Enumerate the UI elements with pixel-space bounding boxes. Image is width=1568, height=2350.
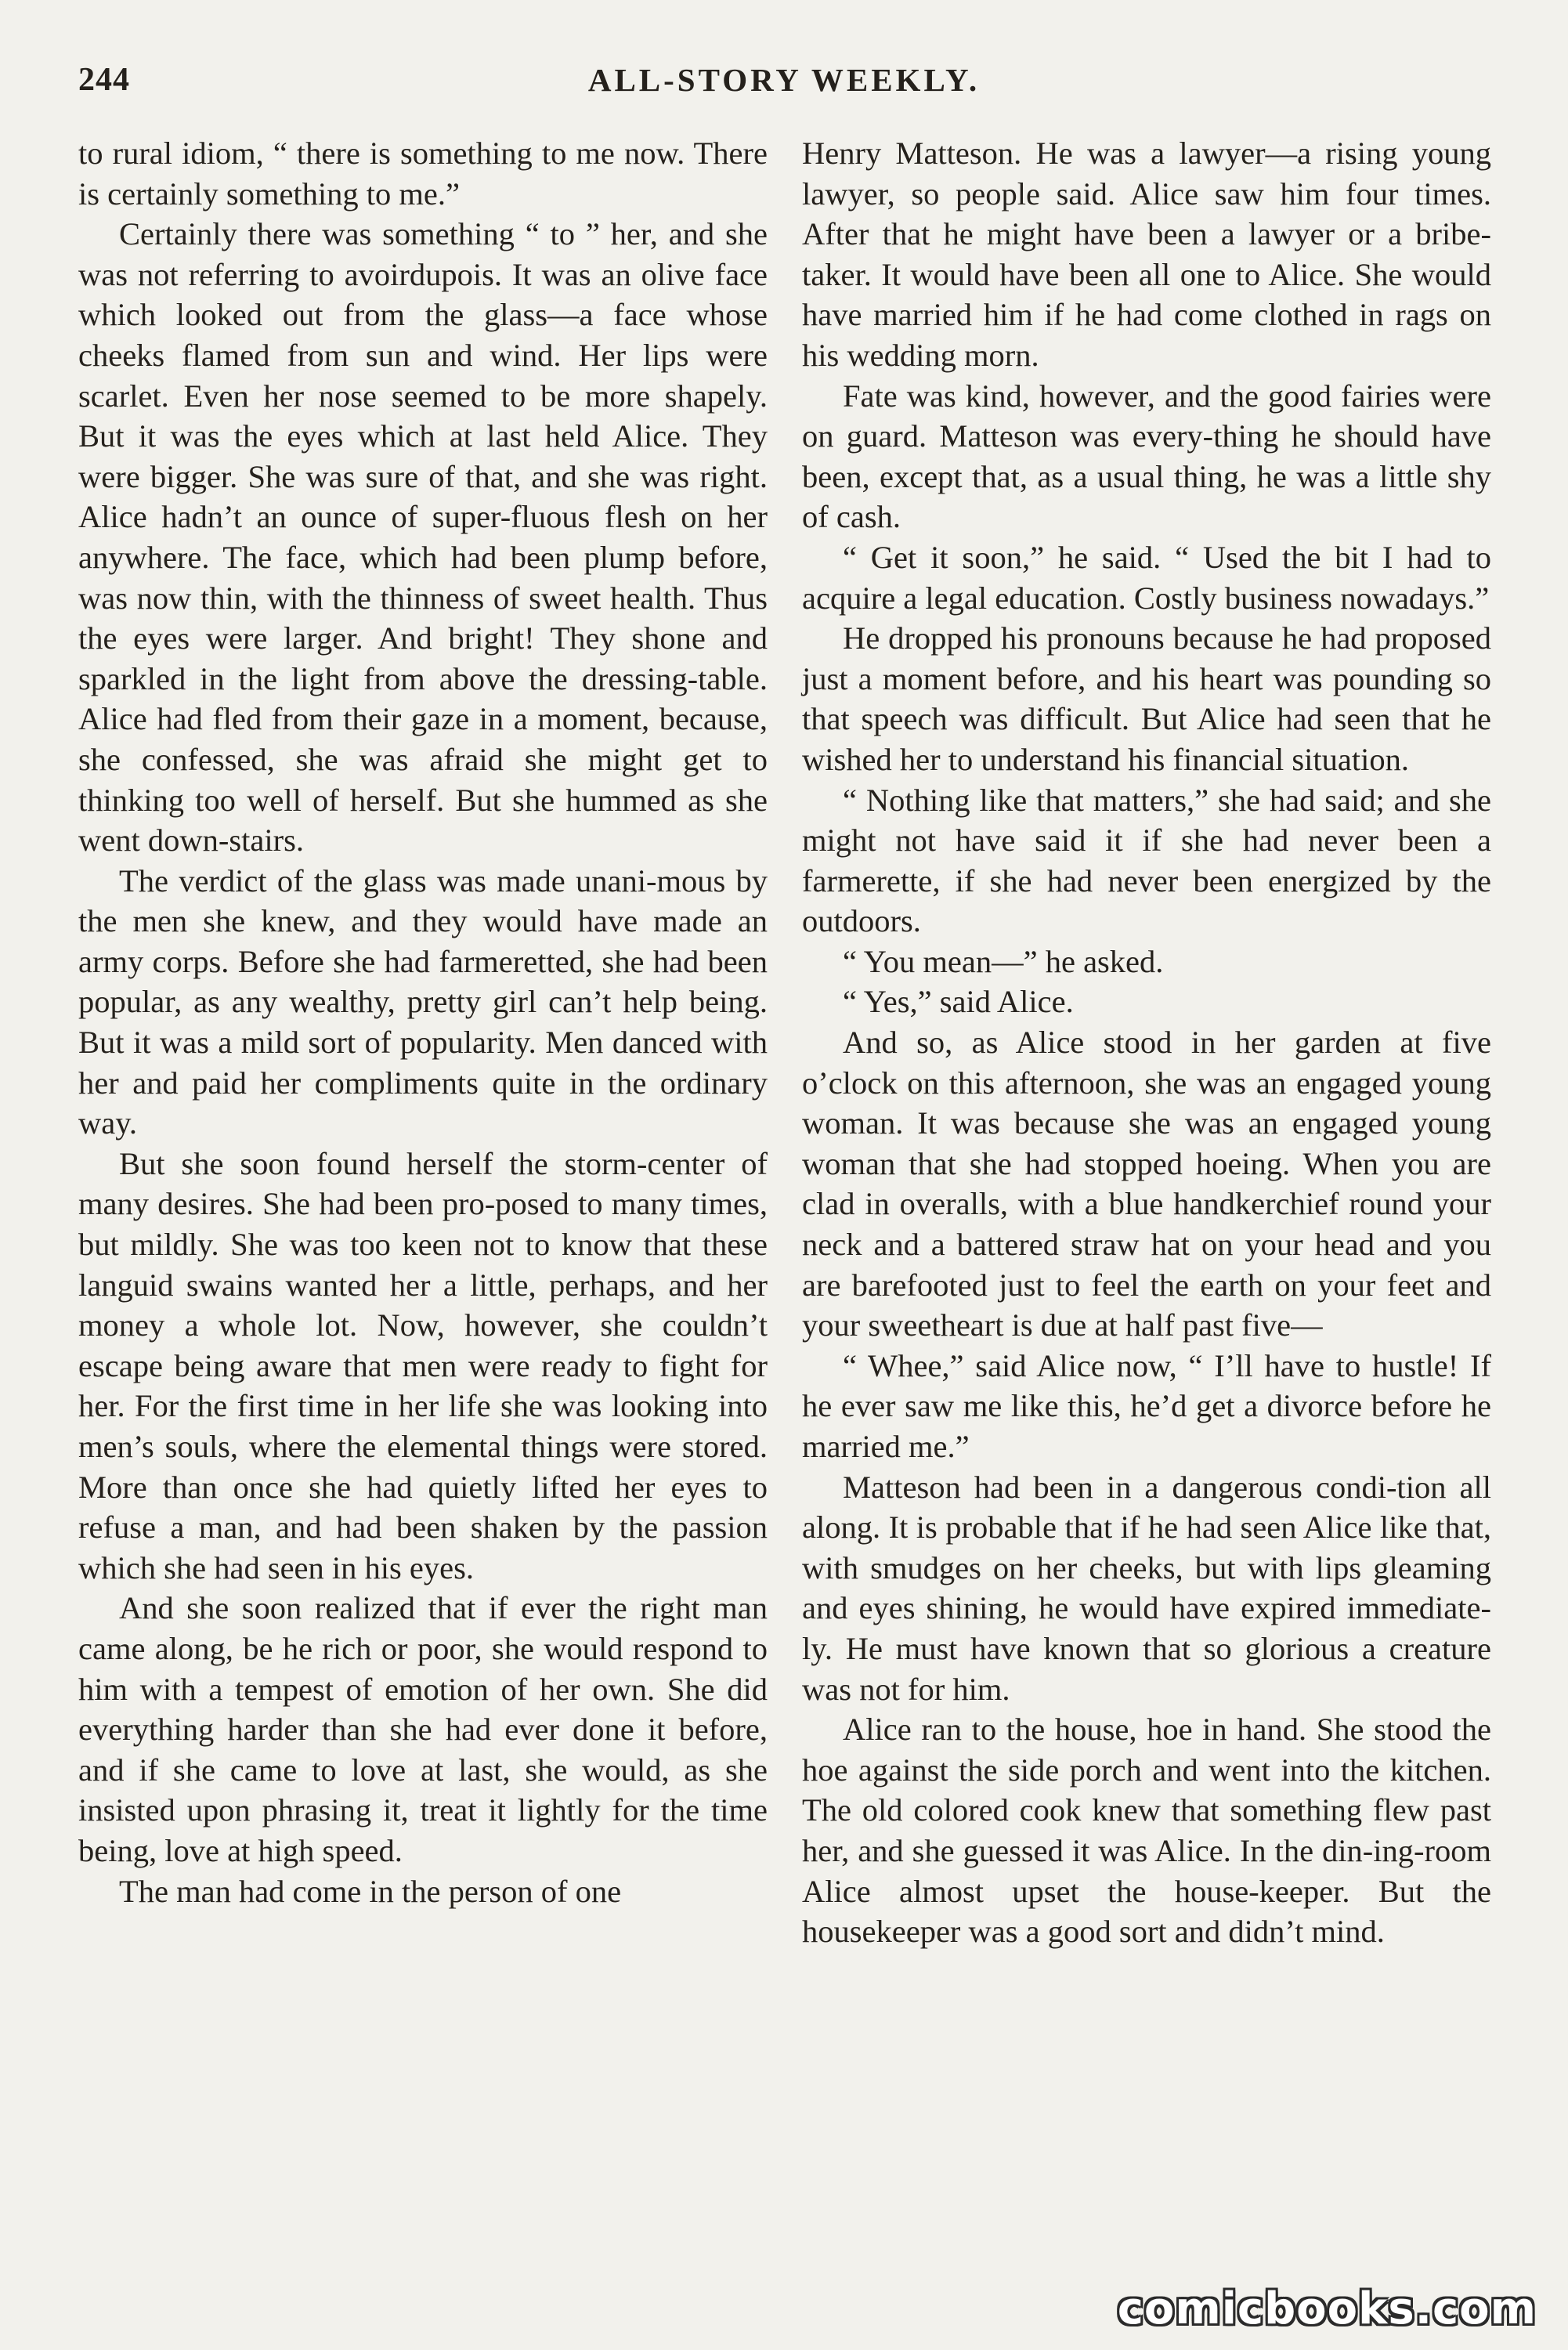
paragraph: Certainly there was something “ to ” her, and she was not referring to avoirdupois. It was an olive face which looked out from the glass—a face whose cheeks flamed from sun and wind. Her lips were scarlet. Even her nose seemed to be more shapely. But it was the eyes which at last held Alice. They were bigger. She was sure of that, and she was right. Alice hadn’t an ounce of super-fluous flesh on her anywhere. The face, which had been plump before, was now thin, with the thinness of sweet health. Thus the eyes were larger. And bright! They shone and sparkled in the light from above the dressing-table. Alice had fled from their gaze in a moment, because, she confessed, she was afraid she might get to thinking too well of herself. But she hummed as she went down-stairs. (78, 216, 768, 859)
paragraph: The verdict of the glass was made unani-mous by the men she knew, and they would have made an army corps. Before she had farmeretted, she had been popular, as any wealthy, pretty girl can’t help being. But it was a mild sort of popularity. Men danced with her and paid her compliments quite in the ordinary way. (78, 862, 768, 1141)
page-header (78, 61, 1490, 108)
paragraph: But she soon found herself the storm-center of many desires. She had been pro-posed to many times, but mildly. She was too keen not to know that these languid swains wanted her a little, perhaps, and her money a whole lot. Now, however, she couldn’t escape being aware that men were ready to fight for her. For the first time in her life she was looking into men’s souls, where the elemental things were stored. More than once she had quietly lifted her eyes to refuse a man, and had been shaken by the passion which she had seen in his eyes. (78, 1145, 768, 1585)
paragraph: And she soon realized that if ever the right man came along, be he rich or poor, she would respond to him with a tempest of emotion of her own. She did everything harder than she had ever done it before, and if she came to love at last, she would, as she insisted upon phrasing it, treat it lightly for the time being, love at high speed. (78, 1590, 768, 1868)
paragraph: Fate was kind, however, and the good fairies were on guard. Matteson was every-thing he should have been, except that, as a usual thing, he was a little shy of cash. (802, 378, 1491, 535)
page-number: 244 (78, 62, 130, 98)
paragraph: He dropped his pronouns because he had proposed just a moment before, and his heart was pounding so that speech was difficult. But Alice had seen that he wished her to understand his financial situation. (802, 620, 1491, 777)
paragraph: Alice ran to the house, hoe in hand. She stood the hoe against the side porch and went into the kitchen. The old colored cook knew that something flew past her, and she guessed it was Alice. In the din-ing-room Alice almost upset the house-keeper. But the housekeeper was a good sort and didn’t mind. (802, 1712, 1491, 1950)
paragraph: Henry Matteson. He was a lawyer—a rising young lawyer, so people said. Alice saw him four times. After that he might have been a lawyer or a bribe-taker. It would have been all one to Alice. She would have married him if he had come clothed in rags on his wedding morn. (802, 136, 1491, 373)
paragraph: “ Nothing like that matters,” she had said; and she might not have said it if she had never been a farmerette, if she had never been energized by the outdoors. (802, 782, 1491, 939)
left-column (78, 133, 768, 1911)
paragraph: to rural idiom, “ there is something to me now. There is certainly something to me.” (78, 136, 768, 212)
right-column (802, 133, 1491, 1952)
paragraph: “ Yes,” said Alice. (843, 984, 1074, 1020)
paragraph: “ Get it soon,” he said. “ Used the bit I had to acquire a legal education. Costly business nowadays.” (802, 539, 1491, 616)
paragraph: Matteson had been in a dangerous condi-tion all along. It is probable that if he had seen Alice like that, with smudges on her cheeks, but with lips gleaming and eyes shining, he would have expired immediate-ly. He must have known that so glorious a creature was not for him. (802, 1469, 1491, 1707)
paragraph: “ You mean—” he asked. (843, 943, 1164, 979)
running-head: ALL-STORY WEEKLY. (587, 62, 981, 98)
site-watermark: comicbooks.com (1117, 2283, 1537, 2334)
paragraph: “ Whee,” said Alice now, “ I’ll have to hustle! If he ever saw me like this, he’d get a divorce before he married me.” (802, 1347, 1491, 1464)
paragraph: The man had come in the person of one (119, 1873, 622, 1909)
paragraph: And so, as Alice stood in her garden at five o’clock on this afternoon, she was an engaged young woman. It was because she was an engaged young woman that she had stopped hoeing. When you are clad in overalls, with a blue handkerchief round your neck and a battered straw hat on your head and you are barefooted just to feel the earth on your feet and your sweetheart is due at half past five— (802, 1025, 1491, 1343)
